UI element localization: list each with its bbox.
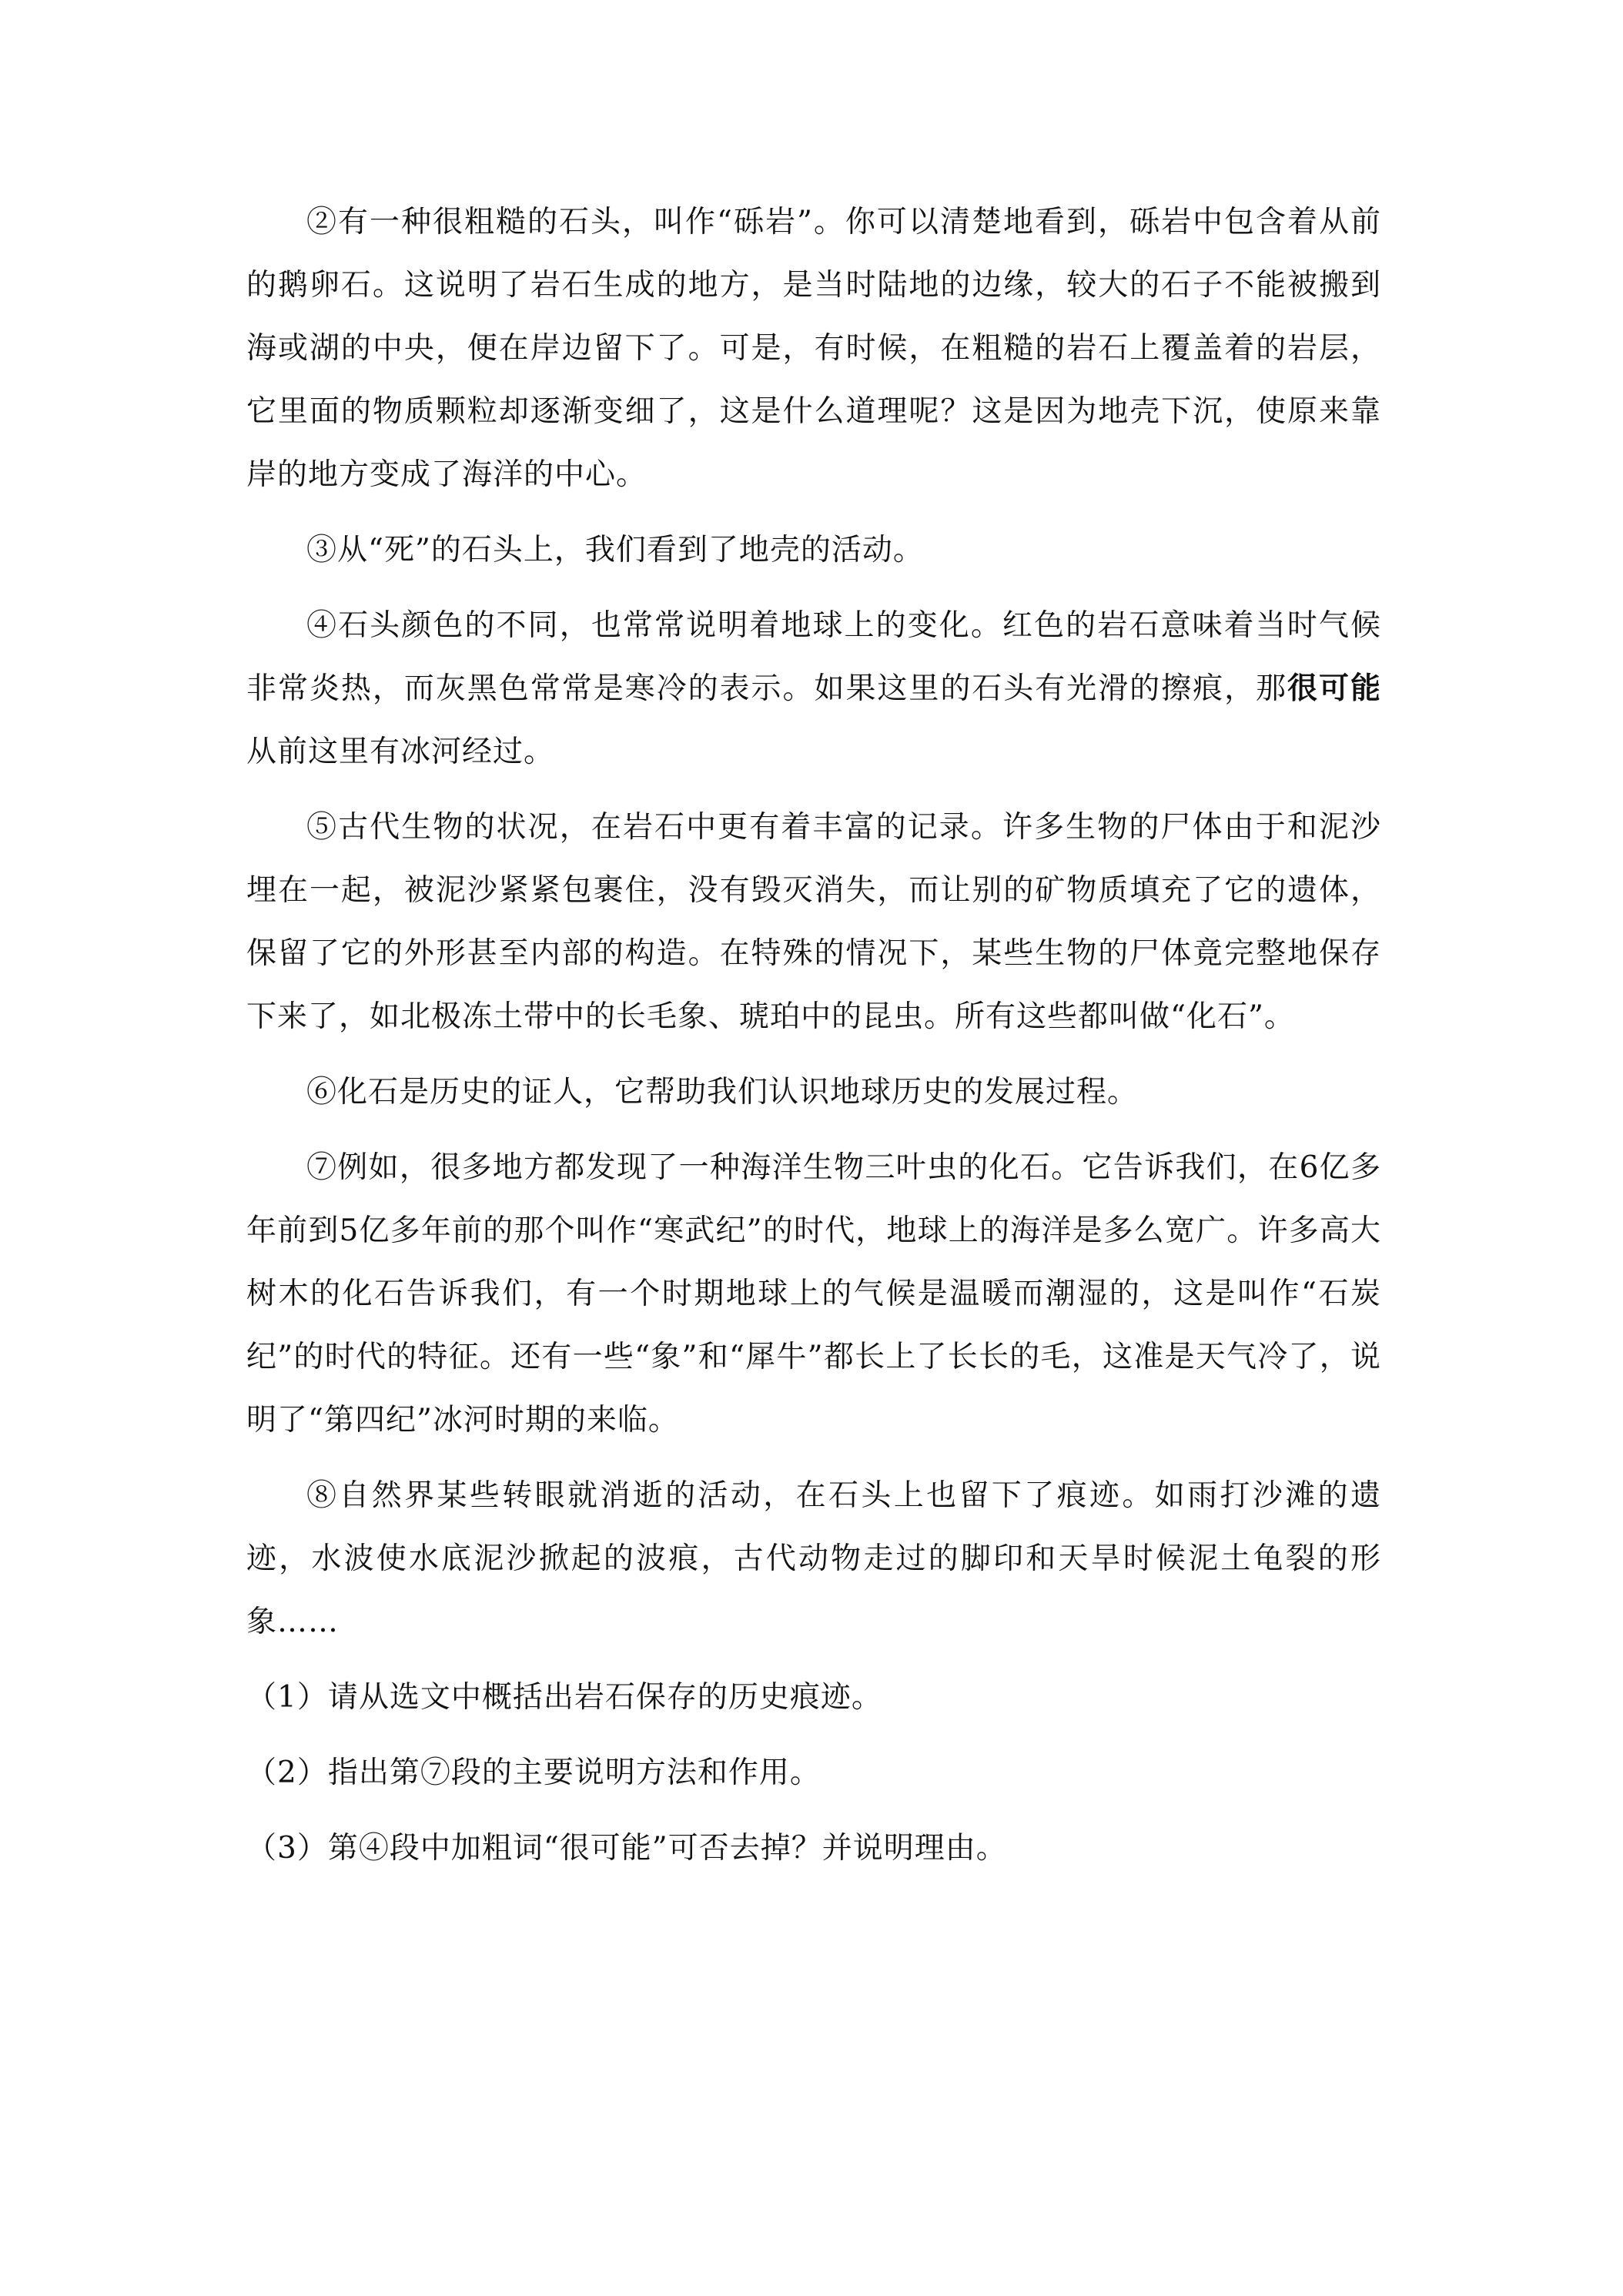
bold-word: 很可能 <box>1287 671 1381 706</box>
question-3: （3）第④段中加粗词“很可能”可否去掉？并说明理由。 <box>246 1831 1007 1866</box>
article-body <box>246 191 1381 1893</box>
paragraph-4 <box>246 594 1381 784</box>
paragraph-4-text-before: ④石头颜色的不同，也常常说明着地球上的变化。红色的岩石意味着当时气候非常炎热，而灰黑色常常是寒冷的表示。如果这里的石头有光滑的擦痕，那 <box>246 608 1381 706</box>
paragraph-3: ③从“死”的石头上，我们看到了地壳的活动。 <box>306 533 924 567</box>
paragraph-6: ⑥化石是历史的证人，它帮助我们认识地球历史的发展过程。 <box>306 1075 1139 1110</box>
question-1: （1）请从选文中概括出岩石保存的历史痕迹。 <box>246 1680 882 1715</box>
paragraph-2: ②有一种很粗糙的石头，叫作“砾岩”。你可以清楚地看到，砾岩中包含着从前的鹅卵石。这说明了岩石生成的地方，是当时陆地的边缘，较大的石子不能被搬到海或湖的中央，便在岸边留下了。可是，有时候，在粗糙的岩石上覆盖着的岩层，它里面的物质颗粒却逐渐变细了，这是什么道理呢？这是因为地壳下沉，使原来靠岸的地方变成了海洋的中心。 <box>246 205 1381 492</box>
paragraph-7: ⑦例如，很多地方都发现了一种海洋生物三叶虫的化石。它告诉我们，在6亿多年前到5亿多年前的那个叫作“寒武纪”的时代，地球上的海洋是多么宽广。许多高大树木的化石告诉我们，有一个时期地球上的气候是温暖而潮湿的，这是叫作“石炭纪”的时代的特征。还有一些“象”和“犀牛”都长上了长长的毛，这准是天气冷了，说明了“第四纪”冰河时期的来临。 <box>246 1150 1381 1438</box>
paragraph-4-text-after: 从前这里有冰河经过。 <box>246 735 555 769</box>
paragraph-8: ⑧自然界某些转眼就消逝的活动，在石头上也留下了痕迹。如雨打沙滩的遗迹，水波使水底泥沙掀起的波痕，古代动物走过的脚印和天旱时候泥土龟裂的形象…… <box>246 1478 1381 1639</box>
paragraph-5: ⑤古代生物的状况，在岩石中更有着丰富的记录。许多生物的尸体由于和泥沙埋在一起，被泥沙紧紧包裹住，没有毁灭消失，而让别的矿物质填充了它的遗体，保留了它的外形甚至内部的构造。在特殊的情况下，某些生物的尸体竟完整地保存下来了，如北极冻土带中的长毛象、琥珀中的昆虫。所有这些都叫做“化石”。 <box>246 810 1381 1034</box>
question-2: （2）指出第⑦段的主要说明方法和作用。 <box>246 1755 821 1790</box>
